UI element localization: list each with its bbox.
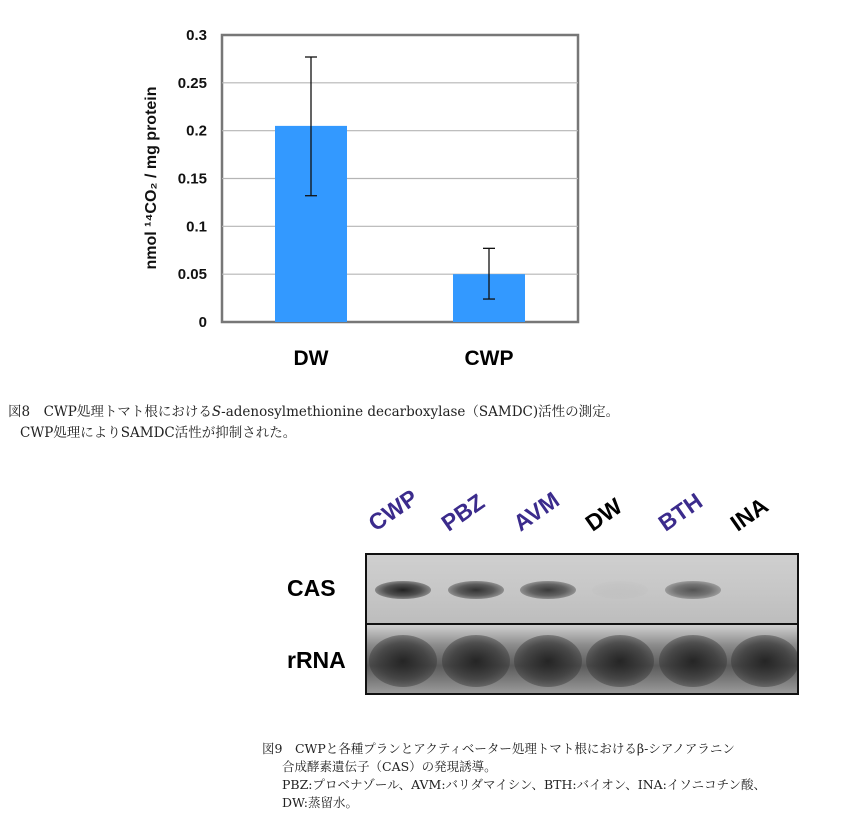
figure9-caption-line4: DW:蒸留水。 (282, 795, 358, 810)
row-label-rrna: rRNA (287, 647, 346, 673)
y-tick-label: 0.3 (186, 27, 207, 44)
figure8-caption-italic: S (211, 404, 222, 420)
y-tick-label: 0.05 (177, 266, 207, 284)
y-tick-label: 0.1 (186, 218, 207, 236)
y-tick-label: 0.25 (177, 74, 207, 92)
cas-band-pbz (448, 581, 504, 599)
rrna-band-bth (659, 635, 727, 687)
lane-label-pbz: PBZ (436, 488, 489, 537)
rrna-band-pbz (442, 635, 510, 687)
rrna-band-cwp (369, 635, 437, 687)
rrna-band-avm (514, 635, 582, 687)
figure9-caption-line2: 合成酵素遺伝子（CAS）の発現誘導。 (282, 759, 497, 774)
y-axis-label: nmol ¹⁴CO₂ / mg protein (143, 86, 160, 270)
lane-label-bth: BTH (653, 487, 707, 537)
y-tick-label: 0.15 (177, 170, 207, 188)
row-label-cas: CAS (287, 575, 336, 601)
figure9-caption-line1: 図9 CWPと各種プランとアクティベーター処理トマト根におけるβ-シアノアラニン (262, 741, 735, 756)
figure9-caption-line3: PBZ:プロベナゾール、AVM:バリダマイシン、BTH:バイオン、INA:イソニコチン酸、 (282, 777, 766, 792)
northern-blot (365, 553, 799, 695)
figure8-caption-line1: 図8 CWP処理トマト根における (8, 404, 212, 420)
lane-label-dw: DW (580, 492, 627, 537)
samdc-bar-chart (0, 0, 861, 395)
category-label-cwp: CWP (464, 347, 514, 370)
cas-band-dw (592, 581, 648, 599)
cas-band-bth (665, 581, 721, 599)
y-tick-label: 0.2 (186, 122, 207, 140)
cas-band-avm (520, 581, 576, 599)
rrna-band-dw (586, 635, 654, 687)
rrna-blot-panel (365, 623, 799, 695)
lane-label-avm: AVM (508, 486, 564, 537)
category-label-dw: DW (293, 347, 329, 370)
y-tick-label: 0 (198, 314, 207, 331)
rrna-band-ina (731, 635, 799, 687)
figure9-caption (262, 740, 766, 812)
cas-band-cwp (375, 581, 431, 599)
category-labels (294, 347, 514, 370)
lane-label-ina: INA (725, 492, 773, 537)
y-tick-labels (178, 27, 207, 331)
lane-label-cwp: CWP (363, 484, 423, 537)
figure8-caption-line2: CWP処理によりSAMDC活性が抑制された。 (20, 425, 297, 441)
figure8-caption (8, 402, 619, 444)
cas-blot-panel (365, 553, 799, 625)
figure8-caption-line1-rest: -adenosylmethionine decarboxylase（SAMDC)活性の測定。 (221, 404, 620, 420)
